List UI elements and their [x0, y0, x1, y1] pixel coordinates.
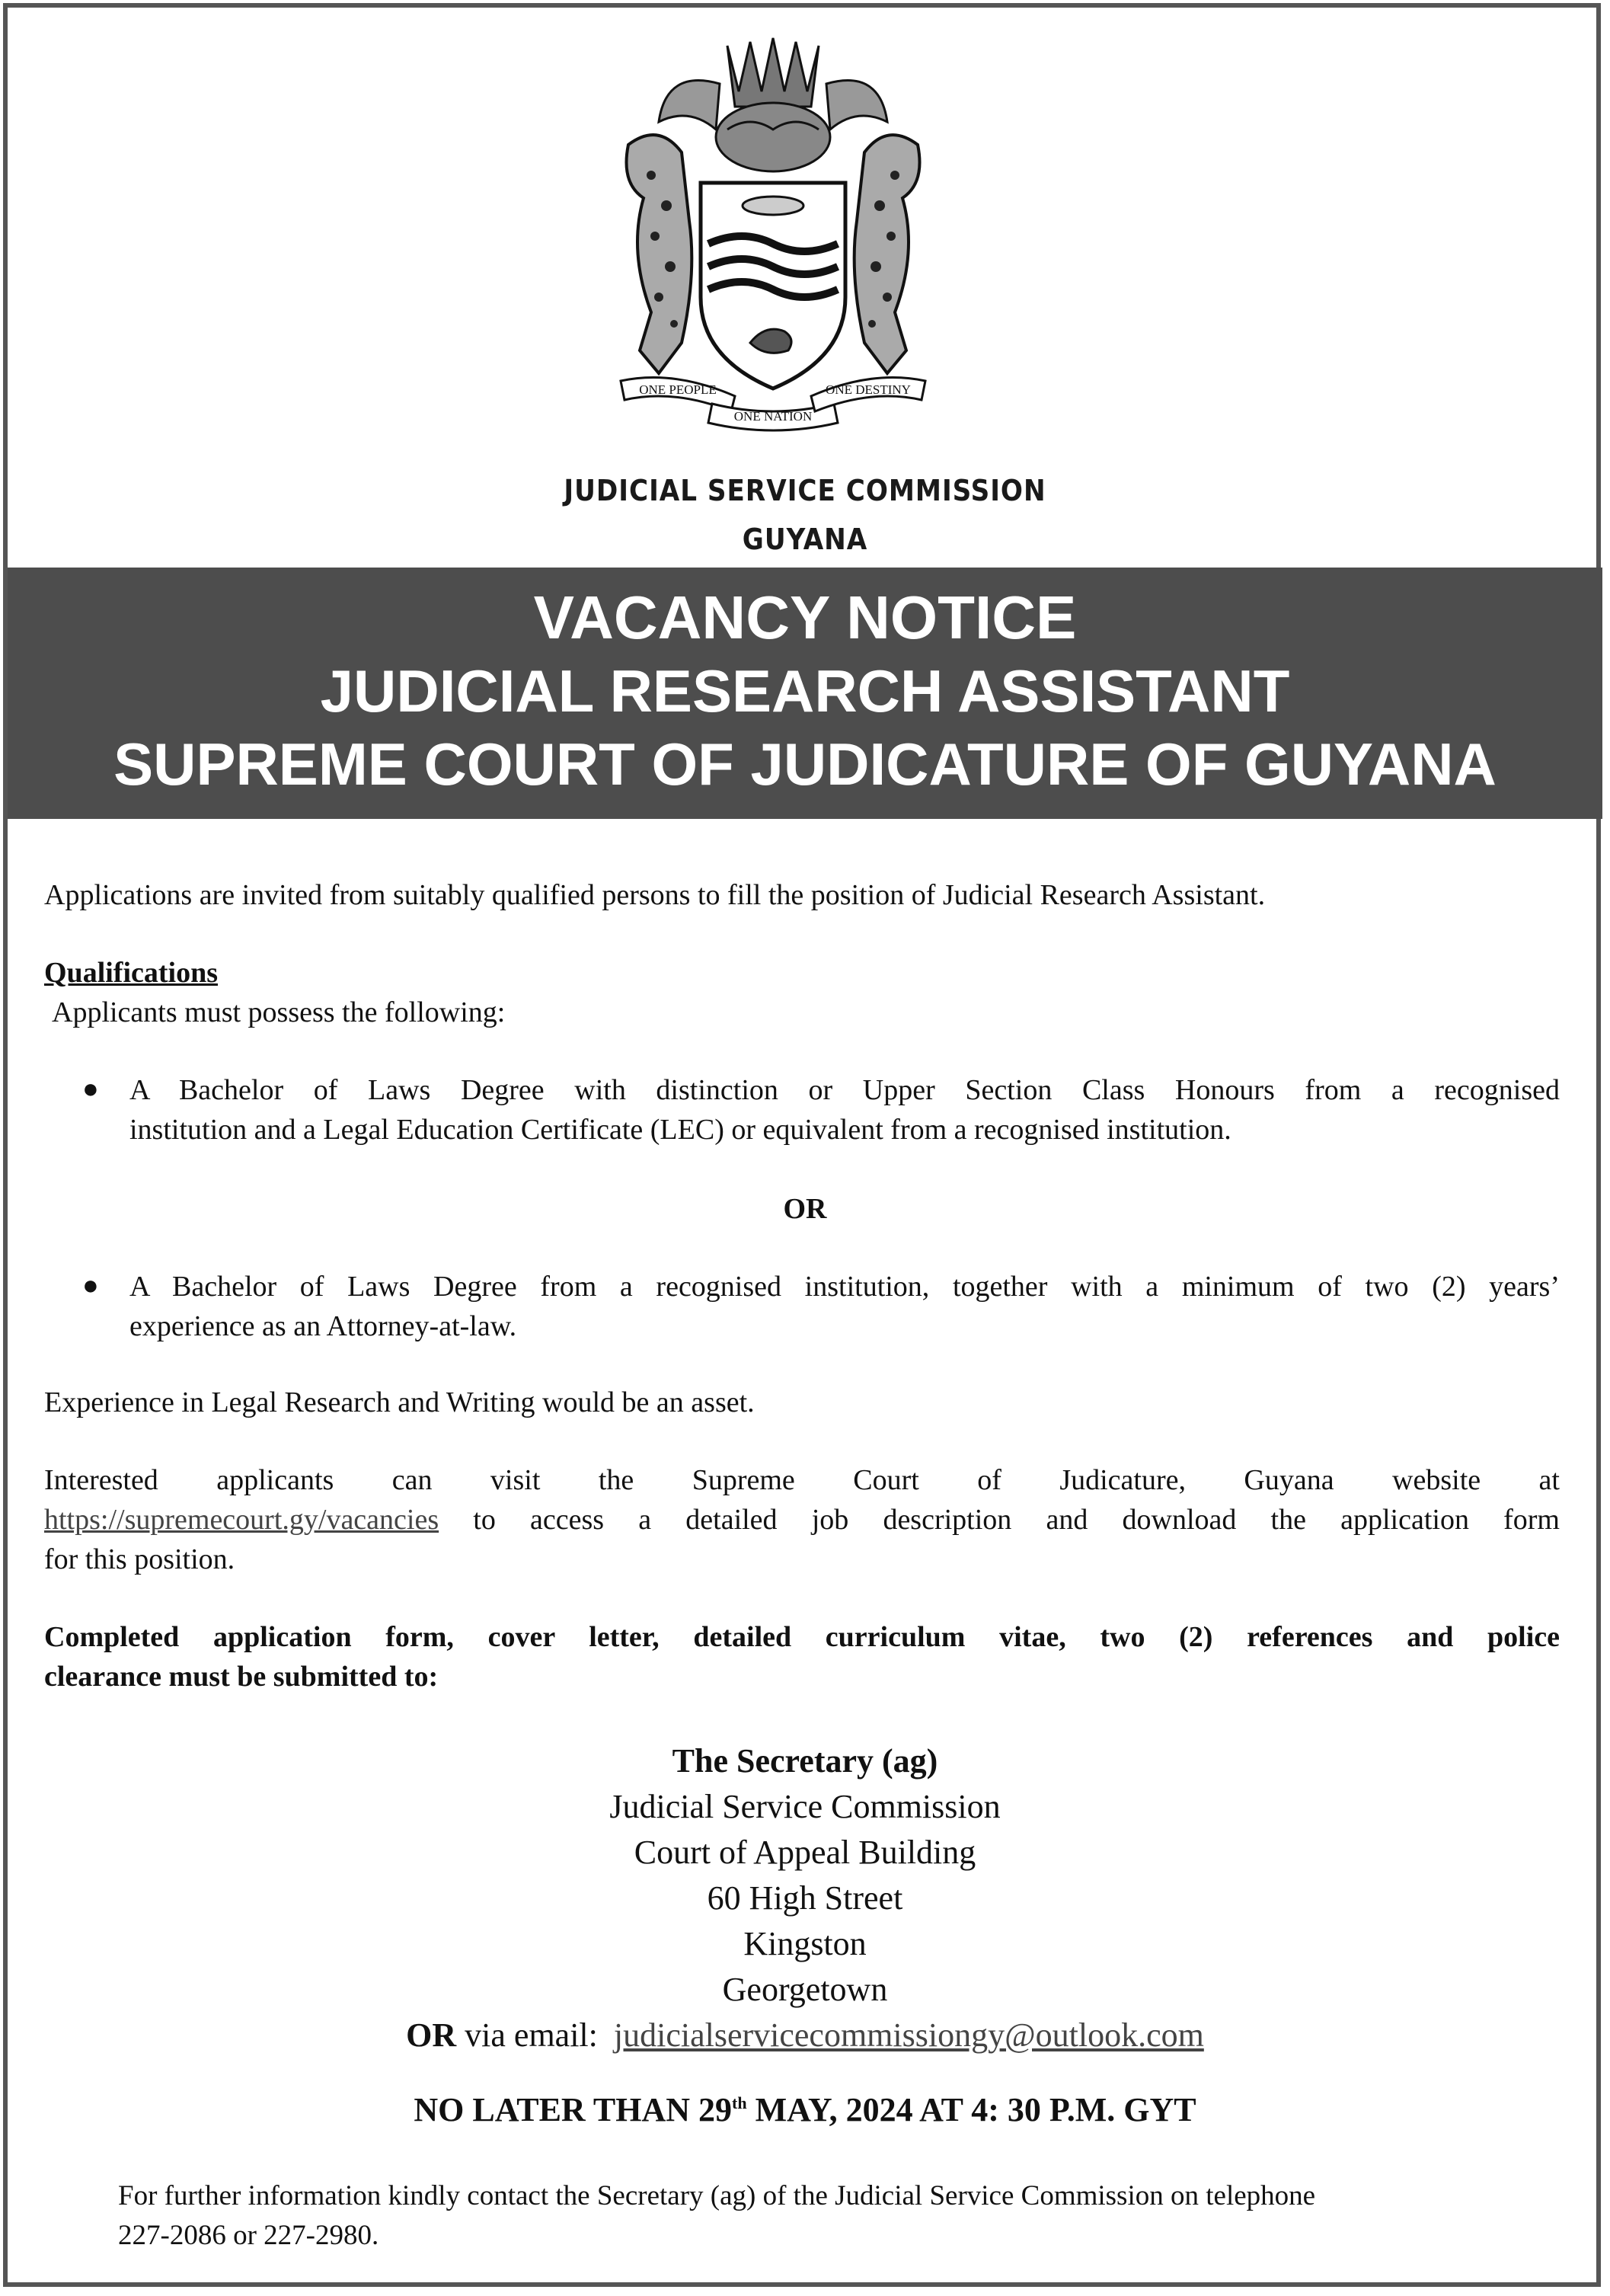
vacancies-link[interactable]: https://supremecourt.gy/vacancies	[44, 1504, 439, 1536]
motto-one-destiny: ONE DESTINY	[826, 382, 911, 397]
submit-line1: Completed application form, cover letter, detailed curriculum vitae, two (2) references and police	[44, 1621, 1560, 1653]
interested-line2	[44, 1501, 1560, 1539]
deadline-prefix: NO LATER THAN 29	[414, 2091, 733, 2128]
bullet1-line1: A Bachelor of Laws Degree with distinction or Upper Section Class Honours from a recognised	[129, 1074, 1560, 1106]
deadline-suffix: MAY, 2024 AT 4: 30 P.M. GYT	[755, 2091, 1196, 2128]
deadline-sup: th	[732, 2093, 747, 2112]
address-line5: Georgetown	[722, 1971, 888, 2008]
motto-one-people: ONE PEOPLE	[639, 382, 717, 397]
interested-line3: for this position.	[44, 1543, 235, 1575]
address-line2: Court of Appeal Building	[634, 1834, 976, 1871]
banner-court: SUPREME COURT OF JUDICATURE OF GUYANA	[113, 731, 1497, 798]
address-line4: Kingston	[743, 1925, 867, 1962]
address-line1: Judicial Service Commission	[609, 1788, 1001, 1825]
org-country: GUYANA	[742, 523, 868, 556]
qualifications-lead: Applicants must possess the following:	[52, 996, 506, 1028]
bullet-icon: ●	[82, 1073, 99, 1104]
crest-shield	[701, 183, 845, 389]
bullet2-line1: A Bachelor of Laws Degree from a recognised institution, together with a minimum of two (2) years’	[129, 1271, 1560, 1303]
deadline	[0, 2087, 1610, 2133]
email-link[interactable]: judicialservicecommissiongy@outlook.com	[613, 2016, 1204, 2054]
vacancy-banner	[8, 568, 1602, 819]
banner-title: VACANCY NOTICE	[533, 584, 1077, 651]
guyana-coat-of-arms	[575, 23, 971, 438]
intro-paragraph: Applications are invited from suitably qualified persons to fill the position of Judicial Research Assistant.	[44, 879, 1266, 911]
org-name: JUDICIAL SERVICE COMMISSION	[564, 474, 1046, 507]
or-separator: OR	[783, 1193, 827, 1225]
interested-line2-rest: to access a detailed job description and download the application form	[473, 1504, 1560, 1536]
asset-paragraph: Experience in Legal Research and Writing would be an asset.	[44, 1386, 755, 1418]
email-line	[0, 2013, 1610, 2058]
bullet-icon: ●	[82, 1270, 99, 1300]
qualifications-heading: Qualifications	[44, 957, 219, 989]
submit-line2: clearance must be submitted to:	[44, 1661, 439, 1693]
address-title: The Secretary (ag)	[672, 1742, 938, 1780]
banner-position: JUDICIAL RESEARCH ASSISTANT	[320, 657, 1290, 724]
contact-line1: For further information kindly contact the Secretary (ag) of the Judicial Service Commission on telephone	[118, 2180, 1316, 2211]
contact-line2: 227-2086 or 227-2980.	[118, 2220, 379, 2251]
bullet2-line2: experience as an Attorney-at-law.	[129, 1310, 517, 1342]
motto-one-nation: ONE NATION	[733, 409, 813, 424]
address-line3: 60 High Street	[707, 1879, 903, 1917]
bullet1-line2: institution and a Legal Education Certificate (LEC) or equivalent from a recognised institution.	[129, 1114, 1231, 1146]
email-label: via email:	[465, 2016, 598, 2054]
email-or-label: OR	[406, 2016, 457, 2054]
crest-helmet-plumes	[659, 38, 887, 171]
interested-line1: Interested applicants can visit the Supreme Court of Judicature, Guyana website at	[44, 1464, 1560, 1496]
